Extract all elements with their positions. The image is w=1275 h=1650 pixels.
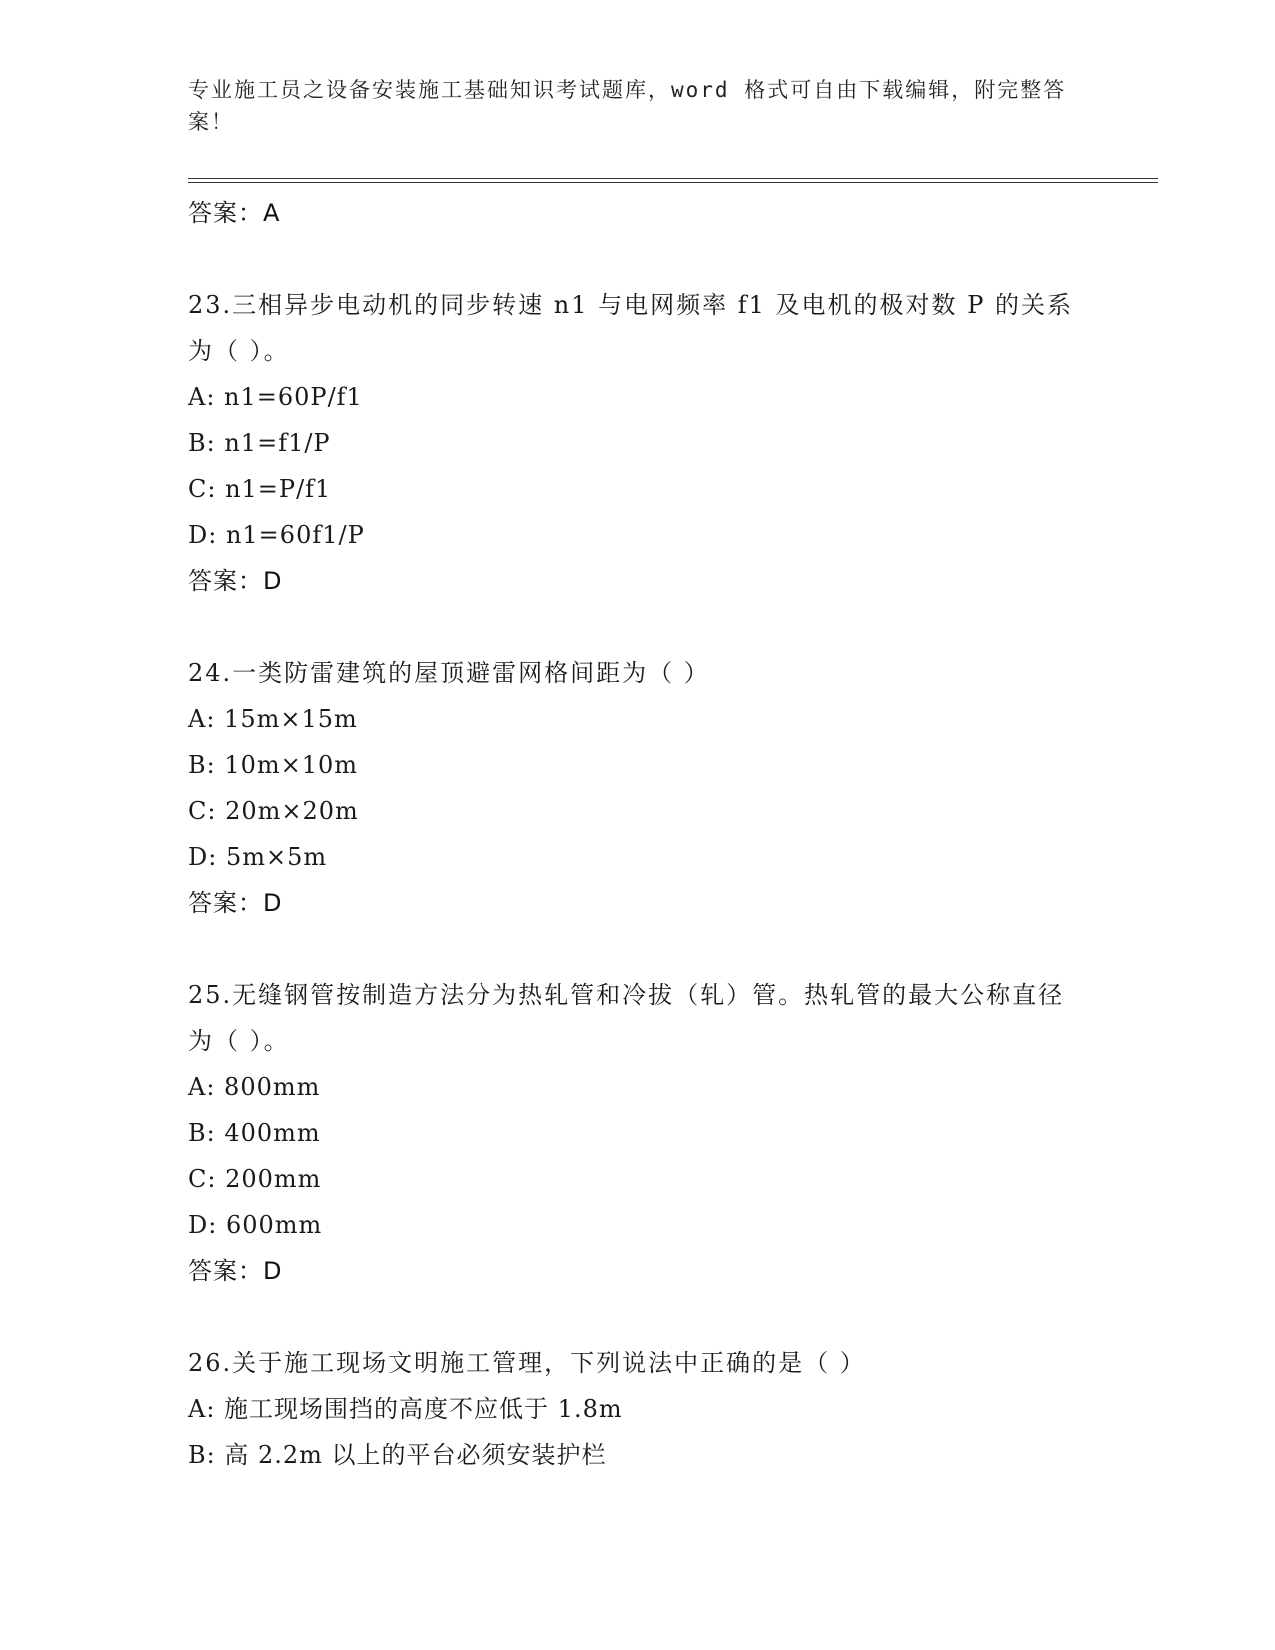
question-stem: 24.一类防雷建筑的屋顶避雷网格间距为（ ） (188, 659, 710, 687)
question-list (188, 190, 1088, 1478)
option-a: A: n1=60P/f1 (188, 383, 363, 411)
question-stem: 26.关于施工现场文明施工管理，下列说法中正确的是（ ） (188, 1349, 866, 1377)
option-d: D: 600mm (188, 1211, 323, 1239)
option-c: C: n1=P/f1 (188, 475, 332, 503)
option-b: B: 高 2.2m 以上的平台必须安装护栏 (188, 1441, 607, 1469)
question-26 (188, 1340, 1088, 1478)
option-c: C: 200mm (188, 1165, 322, 1193)
question-24 (188, 650, 1088, 926)
answer-line: 答案：A (188, 199, 281, 227)
page-header: 专业施工员之设备安装施工基础知识考试题库，word 格式可自由下载编辑，附完整答案！ (188, 78, 1067, 134)
question-23 (188, 282, 1088, 604)
option-b: B: n1=f1/P (188, 429, 331, 457)
option-a: A: 施工现场围挡的高度不应低于 1.8m (188, 1395, 623, 1423)
option-a: A: 15m×15m (188, 705, 358, 733)
question-stem: 25.无缝钢管按制造方法分为热轧管和冷拔（轧）管。热轧管的最大公称直径为（ ）。 (188, 981, 1065, 1055)
option-c: C: 20m×20m (188, 797, 359, 825)
option-d: D: 5m×5m (188, 843, 328, 871)
question-25 (188, 972, 1088, 1294)
option-a: A: 800mm (188, 1073, 321, 1101)
option-d: D: n1=60f1/P (188, 521, 365, 549)
question-stem: 23.三相异步电动机的同步转速 n1 与电网频率 f1 及电机的极对数 P 的关系为（ ）。 (188, 291, 1073, 365)
option-b: B: 400mm (188, 1119, 321, 1147)
answer-line: 答案：D (188, 567, 283, 595)
answer-line: 答案：D (188, 889, 283, 917)
option-b: B: 10m×10m (188, 751, 359, 779)
header-divider (188, 178, 1158, 183)
answer-line: 答案：D (188, 1257, 283, 1285)
